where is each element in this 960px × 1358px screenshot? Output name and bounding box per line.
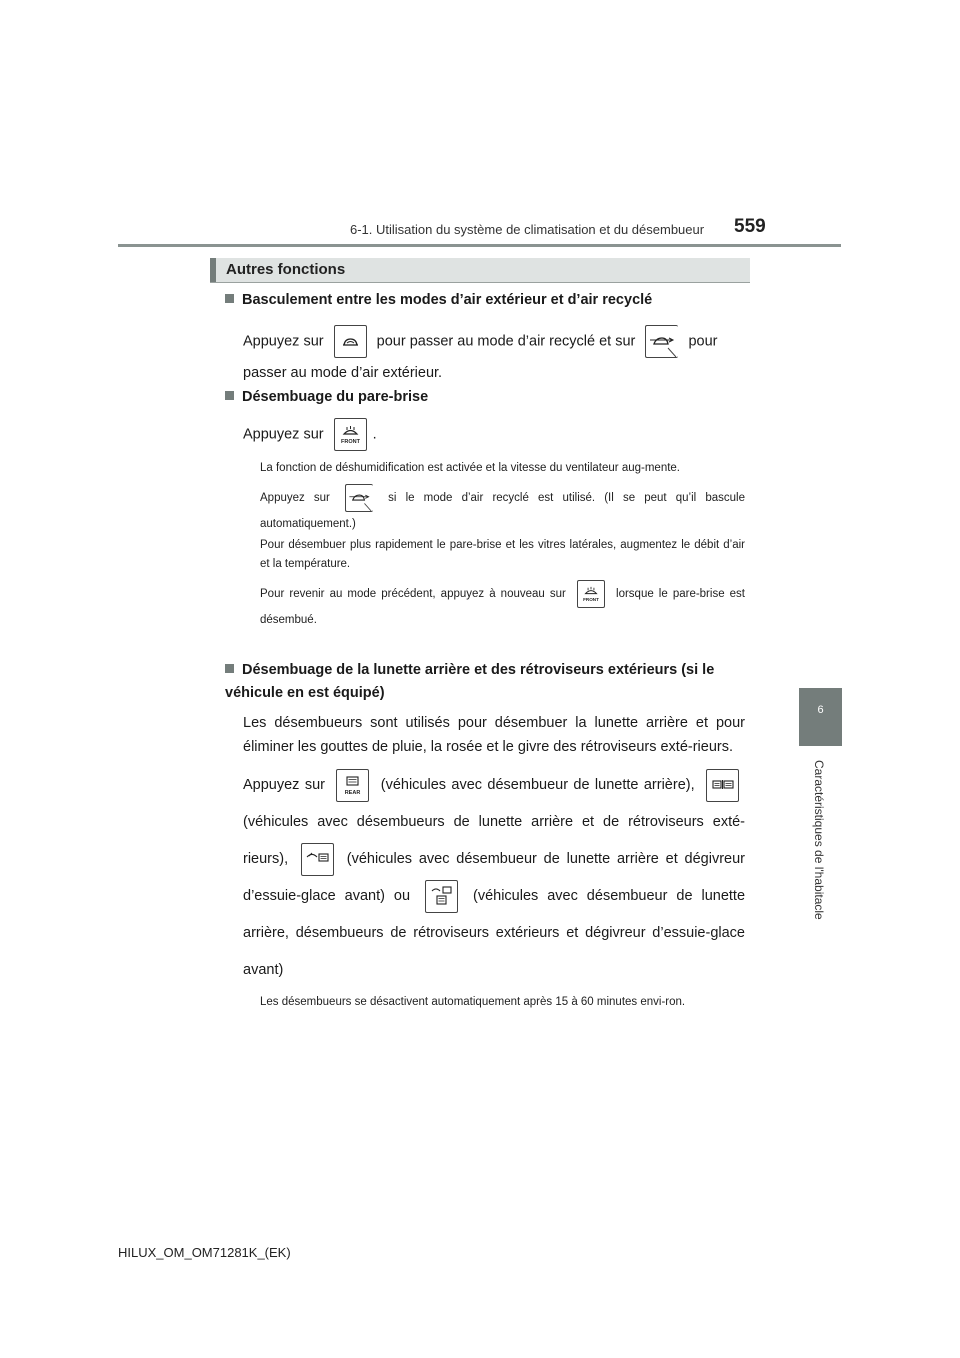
text: (véhicules avec désembueur de lunette arrière et dégivreur d’essuie-glace avant) ou — [243, 851, 746, 904]
square-bullet-icon — [225, 664, 234, 673]
paragraph: Les désembueurs sont utilisés pour désembuer la lunette arrière et pour éliminer les gouttes de pluie, la rosée et le givre des rétroviseurs exté-rieurs. — [243, 715, 745, 755]
svg-text:REAR: REAR — [345, 789, 361, 796]
outside-recirculated-block — [225, 289, 745, 388]
text: pour passer au mode d’air recyclé et sur — [376, 333, 636, 350]
rear-defogger-wiper-deicer-icon — [302, 844, 333, 875]
document-code: HILUX_OM_OM71281K_(EK) — [118, 1245, 291, 1260]
outside-air-icon — [646, 326, 677, 357]
rear-window-mirror-defogger-icon — [707, 770, 738, 801]
outside-air-button[interactable] — [345, 484, 373, 512]
text: (véhicules avec désembueur de lunette arrière), — [380, 777, 695, 793]
front-defogger-button[interactable] — [577, 580, 605, 608]
paragraph — [225, 767, 745, 989]
text: Appuyez sur — [243, 777, 325, 793]
note: La fonction de déshumidification est activée et la vitesse du ventilateur aug-mente. — [260, 462, 680, 474]
section-title-rule — [210, 282, 750, 283]
note: Les désembueurs se désactivent automatiquement après 15 à 60 minutes envi-ron. — [260, 996, 686, 1008]
page-number: 559 — [734, 216, 766, 237]
text: Appuyez sur — [260, 492, 330, 505]
windshield-defogging-block — [225, 386, 745, 632]
rear-defogger-button[interactable] — [336, 769, 369, 802]
rear-mirror-defogger-wiper-deicer-icon — [426, 881, 457, 912]
front-defogger-icon — [335, 419, 366, 450]
heading-text: Désembuage de la lunette arrière et des rétroviseurs extérieurs (si le véhicule en est équipé) — [225, 662, 715, 701]
front-defogger-button[interactable] — [334, 418, 367, 451]
text: Appuyez sur — [243, 333, 324, 350]
chapter-tab[interactable] — [799, 688, 842, 746]
square-bullet-icon — [225, 391, 234, 400]
text: (véhicules avec désembueur de lunette arrière, désembueurs de rétroviseurs extérieurs et dégivreur d’essuie-glace avant) — [243, 888, 746, 978]
heading-text: Désembuage du pare-brise — [242, 389, 429, 405]
note: Pour désembuer plus rapidement le pare-brise et les vitres latérales, augmentez le débit d’air et la température. — [260, 539, 745, 570]
paragraph — [225, 325, 745, 388]
subsection-heading — [225, 386, 745, 408]
note — [225, 580, 745, 632]
text: si le mode d’air recyclé est utilisé. (Il se peut qu’il bascule automatiquement.) — [260, 492, 745, 530]
text: lorsque le pare-brise est désembué. — [260, 588, 745, 626]
recirculated-air-button[interactable] — [334, 325, 367, 358]
section-title: Autres fonctions — [210, 258, 750, 282]
chapter-label-text: Caractéristiques de l'habitacle — [812, 760, 826, 920]
header-section-title: 6-1. Utilisation du système de climatisation et du désembueur — [350, 222, 705, 237]
text: passer au mode d’air extérieur. — [243, 365, 443, 381]
text: (véhicules avec désembueurs de lunette arrière et de rétroviseurs exté-rieurs), — [243, 814, 745, 867]
chapter-label — [812, 760, 830, 930]
subsection-heading — [225, 659, 745, 705]
front-defogger-icon — [578, 581, 604, 607]
outside-air-button[interactable] — [645, 325, 678, 358]
recirculated-air-icon — [335, 326, 366, 357]
chapter-number: 6 — [817, 704, 824, 716]
text: . — [372, 426, 377, 443]
subsection-heading — [225, 289, 745, 311]
svg-text:FRONT: FRONT — [340, 439, 360, 445]
rear-window-defogging-block — [225, 659, 745, 1012]
rear-window-mirror-defogger-button[interactable] — [706, 769, 739, 802]
square-bullet-icon — [225, 294, 234, 303]
note — [225, 484, 745, 536]
rear-defogger-wiper-deicer-button[interactable] — [301, 843, 334, 876]
outside-air-icon — [346, 485, 372, 511]
rear-defogger-icon — [337, 770, 368, 801]
rear-mirror-defogger-wiper-deicer-button[interactable] — [425, 880, 458, 913]
text: pour — [688, 333, 718, 350]
text: Appuyez sur — [243, 426, 324, 443]
paragraph — [225, 418, 745, 451]
header-rule — [118, 244, 841, 247]
svg-text:FRONT: FRONT — [583, 597, 599, 603]
heading-text: Basculement entre les modes d’air extérieur et d’air recyclé — [242, 292, 653, 308]
text: Pour revenir au mode précédent, appuyez à nouveau sur — [260, 588, 566, 601]
